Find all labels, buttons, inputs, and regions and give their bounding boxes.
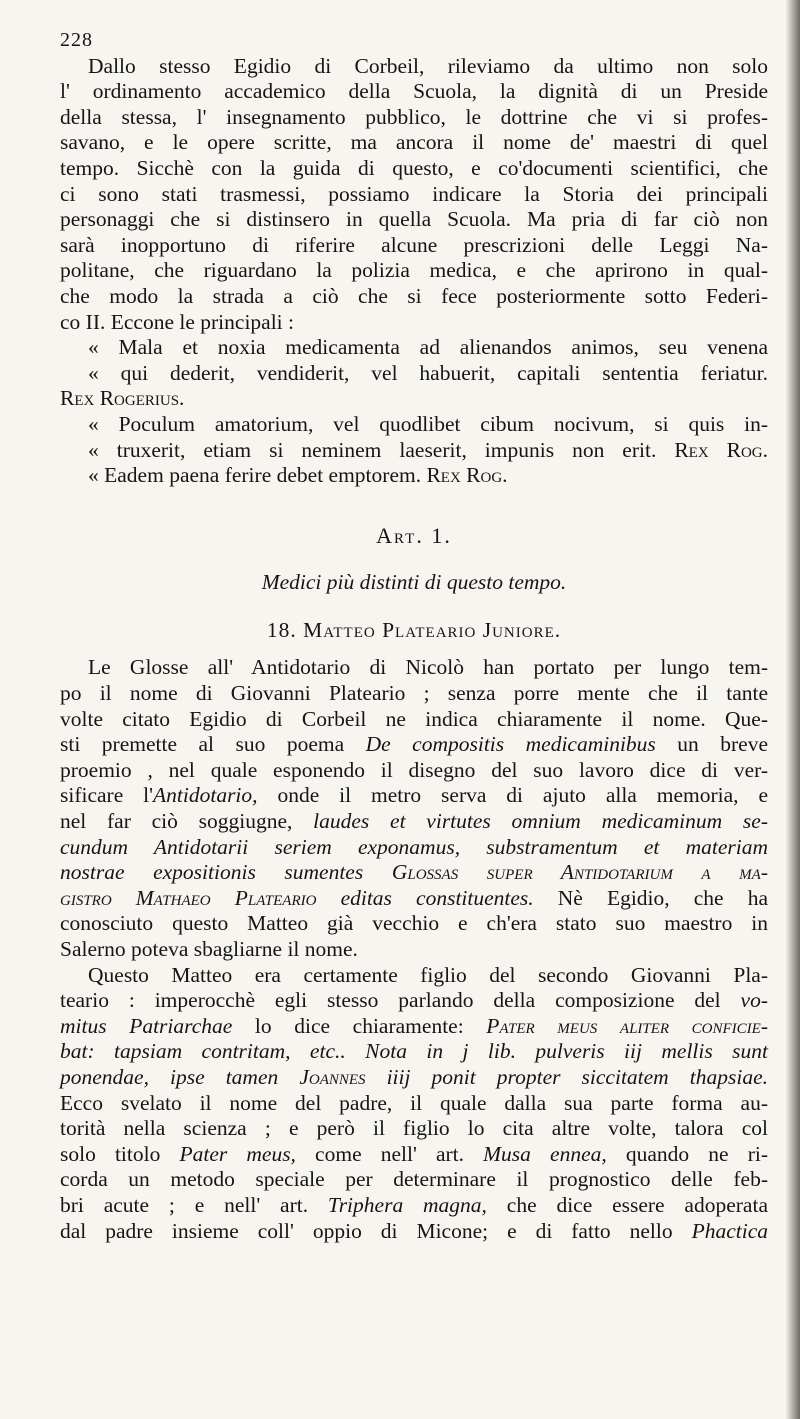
paragraph-glosses [60,655,768,962]
italic-quote: laudes et virtutes omnium medicaminum se- [313,809,768,834]
text-run: sti premette al suo poema [60,732,366,757]
text-line [60,988,768,1014]
text-line [60,886,768,912]
text-line: volte citato Egidio di Corbeil ne indica chiaramente il nome. Que- [60,706,768,731]
page-text [60,28,768,1244]
text-line: l' ordinamento accademico della Scuola, la dignità di un Preside [60,79,768,104]
text-line: Questo Matteo era certamente figlio del secondo Giovanni Pla- [88,962,768,987]
text-line: co II. Eccone le principali : [60,309,295,334]
italic-title: Musa ennea, [483,1141,607,1166]
text-line [60,1193,768,1219]
paragraph-intro [60,54,768,336]
law-signature: Rex Rog. [426,463,508,488]
text-line: proemio , nel quale esponendo il disegno del suo lavoro dice di ver- [60,757,768,782]
text-run: iiij ponit propter siccitatem thapsiae. [365,1064,768,1089]
text-line: corda un metodo speciale per determinare il prognostico delle feb- [60,1167,768,1192]
italic-title: Antidotario, [153,783,258,808]
text-line: savano, e le opere scritte, ma ancora il nome de' maestri di quel [60,130,768,155]
text-line [60,783,768,809]
text-line: po il nome di Giovanni Plateario ; senza porre mente che il tante [60,681,768,706]
text-line: torità nella scienza ; e però il figlio lo cita altre volte, talora col [60,1116,768,1141]
law-text: « Eadem paena ferire debet emptorem. [88,463,422,488]
text-run: nostrae expositionis sumentes [60,860,392,885]
text-line: Ecco svelato il nome del padre, il quale dalla sua parte forma au- [60,1090,768,1115]
text-run: come nell' art. [295,1141,484,1166]
law-line: « qui dederit, vendiderit, vel habuerit, capitali sententia feriatur. [88,360,768,385]
page-number: 228 [60,29,93,51]
text-line [60,1014,768,1040]
italic-title: vo- [740,988,768,1013]
section-title: 18. Matteo Plateario Juniore. [266,617,562,642]
italic-title: De compositis medicaminibus [365,732,656,757]
law-quotes [60,335,768,489]
text-line [60,860,768,886]
italic-quote: Pater meus aliter conficie- [486,1013,768,1038]
law-line [60,463,768,489]
text-line: bat: tapsiam contritam, etc.. Nota in j lib. pulveris iij mellis sunt [60,1039,768,1064]
text-line [60,732,768,758]
text-line: che modo la strada a ciò che si fece posteriormente sotto Federi- [60,283,768,308]
text-line: cundum Antidotarii seriem exponamus, substramentum et materiam [60,834,768,859]
law-line: « Poculum amatorium, vel quodlibet cibum nocivum, si quis in- [88,411,768,436]
small-caps-run: Glossas super Antidotarium a ma- [391,860,768,885]
text-line: tempo. Sicchè con la guida di questo, e co'documenti scientifici, che [60,155,768,180]
text-run: sificare l' [60,783,154,808]
text-run: un breve [655,732,769,757]
law-signature: Rex Rog. [674,437,769,462]
small-caps-run: gistro Mathaeo Plateario [60,885,317,910]
italic-title: Triphera magna, [327,1192,487,1217]
text-run: bri acute ; e nell' art. [60,1192,328,1217]
text-run: quando ne ri- [606,1141,768,1166]
text-run: lo dice chiaramente: [232,1013,487,1038]
text-line [60,1142,768,1168]
italic-quote: Pater meus, [179,1141,296,1166]
text-line: personaggi che si distinsero in quella Scuola. Ma pria di far ciò non [60,207,768,232]
text-run: Nè Egidio, che ha [533,885,768,910]
italic-title: Phactica [691,1218,768,1243]
text-run: teario : imperocchè egli stesso parlando della composizione del [60,988,741,1013]
text-line: politane, che riguardano la polizia medica, e che aprirono in qual- [60,258,768,283]
law-line: « Mala et noxia medicamenta ad alienandos animos, seu venena [88,335,768,360]
text-run: che dice essere adoperata [486,1192,768,1217]
text-line: ci sono stati trasmessi, possiamo indicare la Storia dei principali [60,181,768,206]
text-line: Le Glosse all' Antidotario di Nicolò han portato per lungo tem- [88,655,768,680]
law-line [60,438,768,464]
text-line [60,1065,768,1091]
text-run: dal padre insieme coll' oppio di Micone; e di fatto nello [60,1218,692,1243]
text-run: nel far ciò soggiugne, [60,809,314,834]
text-line [60,809,768,835]
text-line: della stessa, l' insegnamento pubblico, le dottrine che vi si profes- [60,104,768,129]
text-line [60,1219,768,1245]
law-text: « truxerit, etiam si neminem laeserit, impunis non erit. [88,437,657,462]
text-run: ponendae, ipse tamen [60,1064,300,1089]
article-heading: Art. 1. [376,522,452,548]
text-run: onde il metro serva di ajuto alla memoria, e [257,783,768,808]
text-line: sarà inopportuno di riferire alcune prescrizioni delle Leggi Na- [60,232,768,257]
text-line: conosciuto questo Matteo già vecchio e ch'era stato suo maestro in [60,911,768,936]
article-subtitle: Medici più distinti di questo tempo. [261,570,567,595]
paragraph-matteo [60,963,768,1245]
italic-quote: editas constituentes. [316,885,534,910]
law-signature: Rex Rogerius. [60,386,185,411]
italic-title: mitus Patriarchae [60,1013,233,1038]
text-run: solo titolo [60,1141,180,1166]
small-caps-run: Joannes [299,1064,366,1089]
text-line: Salerno poteva sbagliarne il nome. [60,937,358,961]
text-line: Dallo stesso Egidio di Corbeil, rileviamo da ultimo non solo [88,53,768,78]
